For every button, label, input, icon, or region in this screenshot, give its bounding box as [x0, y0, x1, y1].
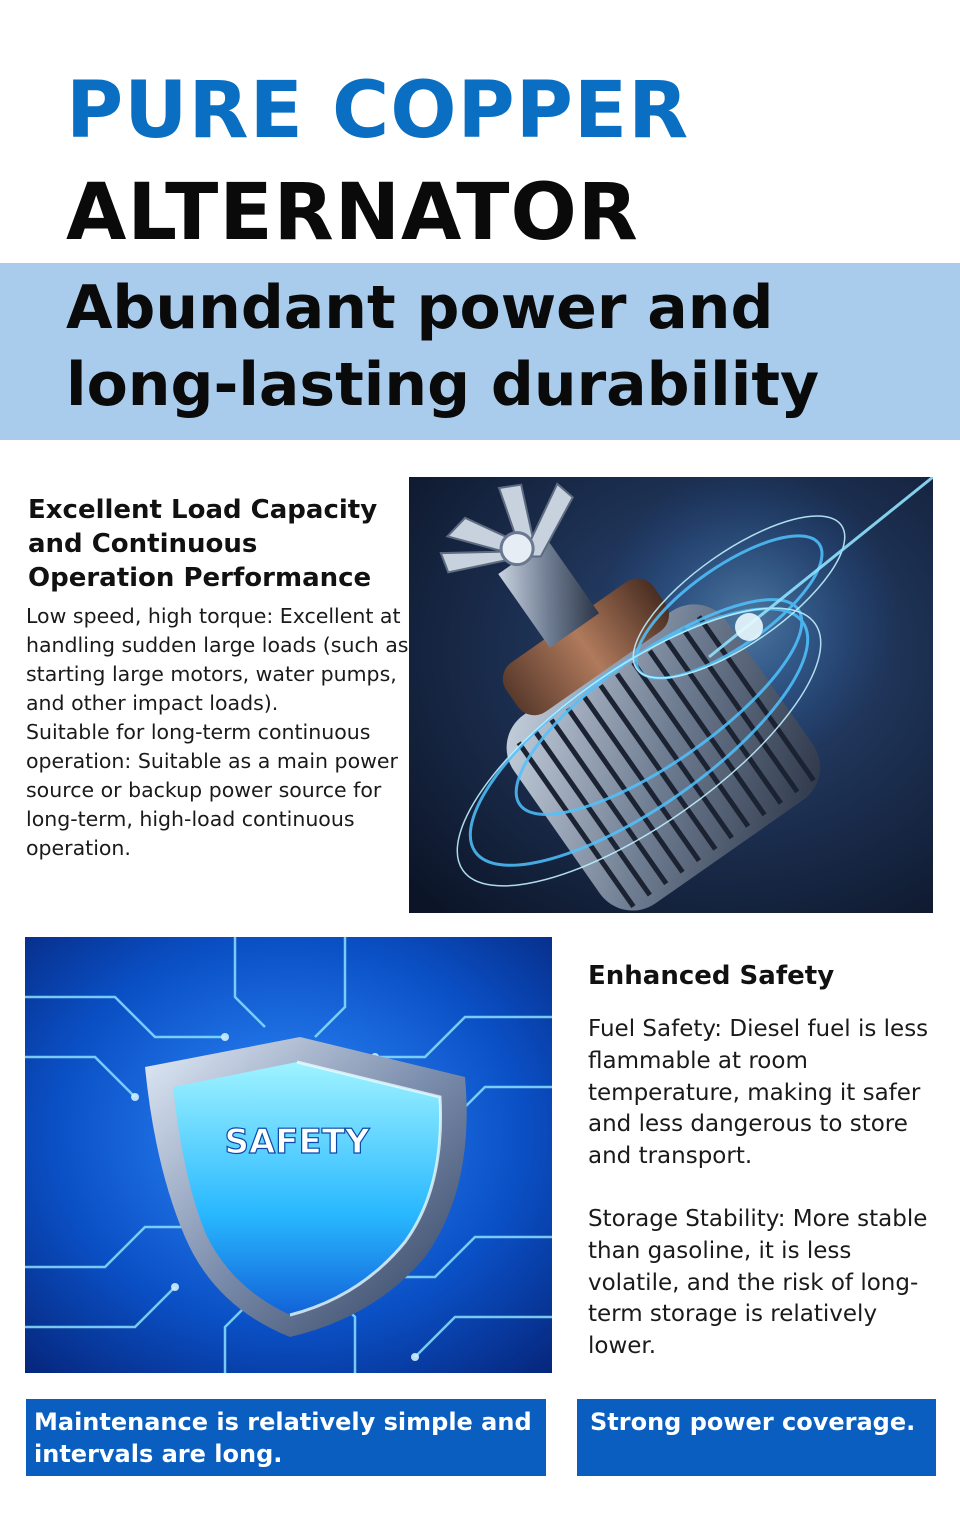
safety-paragraph-1: Fuel Safety: Diesel fuel is less flammable at room temperature, making it safer and less dangerous to store and transport. [588, 1016, 929, 1170]
tagline [66, 270, 819, 424]
load-capacity-heading: Excellent Load Capacity and Continuous Operation Performance [28, 495, 378, 593]
tagline-line1: Abundant power and [66, 273, 774, 343]
title-pure-copper: PURE COPPER [66, 66, 690, 156]
load-capacity-text [26, 602, 411, 863]
maintenance-banner: Maintenance is relatively simple and intervals are long. [26, 1399, 546, 1476]
enhanced-safety-heading: Enhanced Safety [588, 961, 835, 991]
enhanced-safety-text [588, 1014, 938, 1363]
safety-paragraph-2: Storage Stability: More stable than gasoline, it is less volatile, and the risk of long-term storage is relatively lower. [588, 1205, 928, 1360]
alternator-motor-illustration [409, 477, 933, 913]
power-coverage-banner: Strong power coverage. [577, 1399, 936, 1476]
title-alternator: ALTERNATOR [66, 168, 639, 258]
load-capacity-paragraph-1: Low speed, high torque: Excellent at handling sudden large loads (such as starting large motors, water pumps, and other impact loads). [26, 604, 409, 715]
tagline-line2: long-lasting durability [66, 350, 820, 420]
safety-label: SAFETY [224, 1122, 370, 1162]
load-capacity-paragraph-2: Suitable for long-term continuous operation: Suitable as a main power source or backup power source for long-term, high-load continuous operation. [26, 720, 398, 860]
safety-shield-illustration [25, 937, 552, 1373]
